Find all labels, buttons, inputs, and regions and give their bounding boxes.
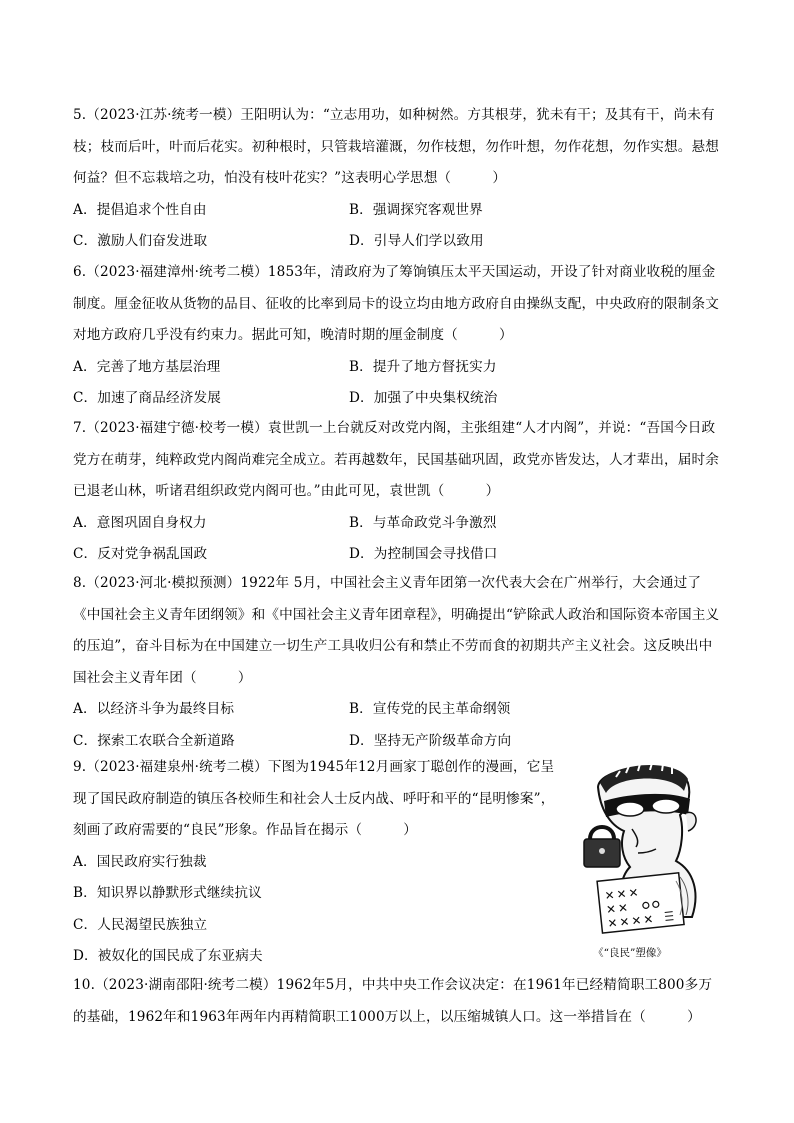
option-b[interactable]: B．宣传党的民主革命纲领 [349,701,511,717]
options [73,694,723,757]
option-a[interactable]: A．完善了地方基层治理 [73,358,221,375]
option-a[interactable]: A．提倡追求个性自由 [73,201,207,218]
options [73,508,723,571]
option-b[interactable]: B．提升了地方督抚实力 [349,358,497,375]
question-stem: 10.（2023·湖南邵阳·统考二模）1962年5月，中共中央工作会议决定：在1961年已经精简职工800多万的基础，1962年和1963年两年内再精简职工1000万以上，以压缩城镇人口。这一举措旨在（ ） [73,977,713,1025]
question-8 [73,568,723,757]
question-stem: 5.（2023·江苏·统考一模）王阳明认为：“立志用功，如种树然。方其根芽，犹未有干；及其有干，尚未有枝；枝而后叶，叶而后花实。初种根时，只管栽培灌溉，勿作枝想，勿作叶想，勿作花想，勿作实想。悬想何益？但不忘栽培之功，怕没有枝叶花实？”这表明心学思想（ ） [73,107,719,186]
option-d[interactable]: D．引导人们学以致用 [349,233,484,249]
option-d[interactable]: D．坚持无产阶级革命方向 [349,732,512,749]
question-5 [73,100,723,258]
question-stem: 9.（2023·福建泉州·统考二模）下图为1945年12月画家丁聪创作的漫画，它呈现了国民政府制造的镇压各校师生和社会人士反内战、呼吁和平的“昆明惨案”，刻画了政府需要的“良民”形象。作品旨在揭示（ ） [73,759,555,838]
option-b[interactable]: B．知识界以静默形式继续抗议 [73,885,262,901]
cartoon-illustration [560,757,720,947]
question-stem: 8.（2023·河北·模拟预测）1922年 5月，中国社会主义青年团第一次代表大会在广州举行，大会通过了《中国社会主义青年团纲领》和《中国社会主义青年团章程》，明确提出“铲除武人政治和国际资本帝国主义的压迫”，奋斗目标为在中国建立一切生产工具收归公有和禁止不劳而食的初期共产主义社会。这反映出中国社会主义青年团（ ） [73,575,720,686]
option-a[interactable]: A．国民政府实行独裁 [73,853,207,870]
question-stem: 7.（2023·福建宁德·校考一模）袁世凯一上台就反对改党内阁，主张组建“人才内阁”，并说：“吾国今日政党方在萌芽，纯粹政党内阁尚难完全成立。若再越数年，民国基础巩固，政党亦皆发达，人才辈出，届时余已退老山林，听诸君组织政党内阁可也。”由此可见，袁世凯（ ） [73,420,719,499]
option-c[interactable]: C．激励人们奋发进取 [73,233,208,249]
option-a[interactable]: A．意图巩固自身权力 [73,514,207,531]
option-d[interactable]: D．被奴化的国民成了东亚病夫 [73,948,263,964]
option-c[interactable]: C．反对党争祸乱国政 [73,546,208,562]
option-c[interactable]: C．探索工农联合全新道路 [73,732,235,749]
option-a[interactable]: A．以经济斗争为最终目标 [73,701,235,717]
question-7 [73,413,723,571]
option-b[interactable]: B．与革命政党斗争激烈 [349,514,497,531]
question-10 [73,970,723,1033]
options [73,195,723,258]
option-d[interactable]: D．为控制国会寻找借口 [349,546,498,562]
options [73,352,723,415]
cartoon-figure [560,757,720,967]
question-6 [73,257,723,415]
figure-caption: 《“良民”塑像》 [593,947,667,959]
option-c[interactable]: C．人民渴望民族独立 [73,916,208,933]
option-c[interactable]: C．加速了商品经济发展 [73,390,221,406]
option-b[interactable]: B．强调探究客观世界 [349,201,483,218]
option-d[interactable]: D．加强了中央集权统治 [349,390,498,406]
question-stem: 6.（2023·福建漳州·统考二模）1853年，清政府为了筹饷镇压太平天国运动，开设了针对商业收税的厘金制度。厘金征收从货物的品目、征收的比率到局卡的设立均由地方政府自由操纵支配，中央政府的限制条文对地方政府几乎没有约束力。据此可知，晚清时期的厘金制度（ ） [73,264,719,343]
